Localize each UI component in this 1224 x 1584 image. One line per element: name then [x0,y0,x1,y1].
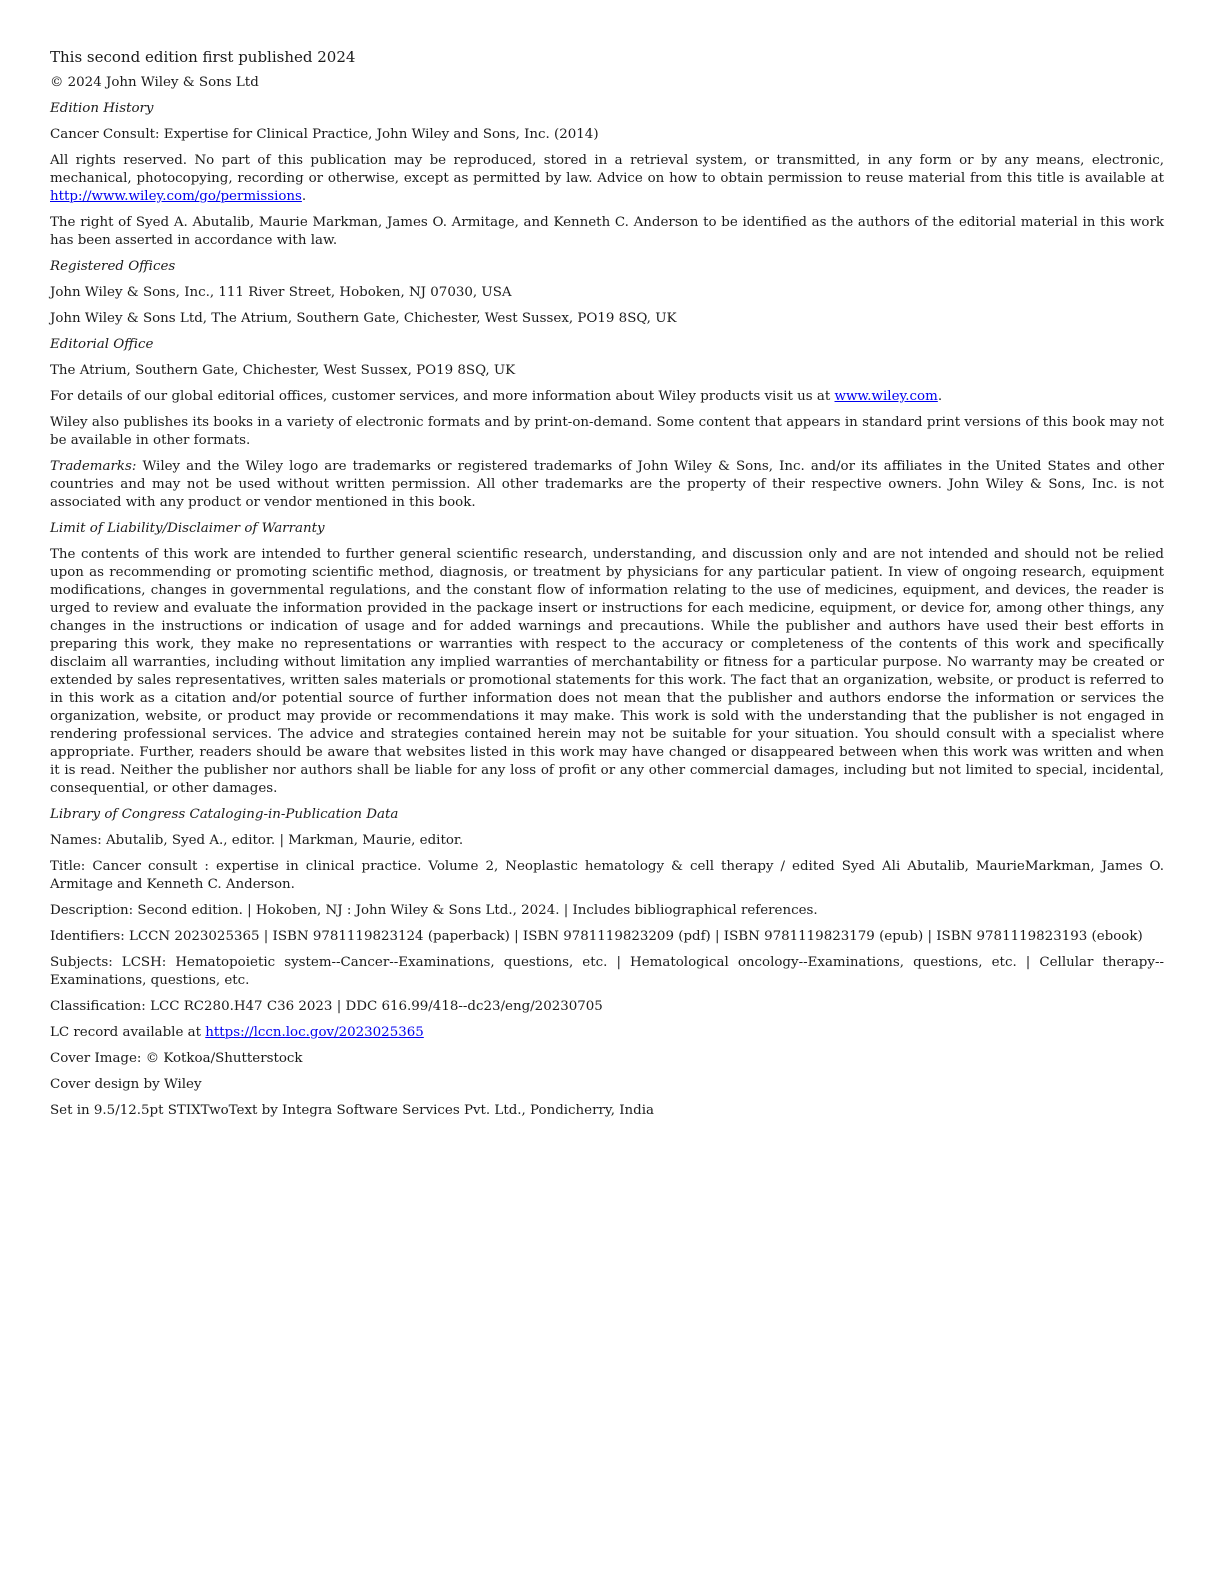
rights-text: All rights reserved. No part of this publication may be reproduced, stored in a retrieval system, or transmitted, in any form or by any means, electronic, mechanical, photocopying, recording or otherwise, except as permitted by law. Advice on how to obtain permission to reuse material from this title is available at [50,153,1164,186]
copyright-line: © 2024 John Wiley & Sons Ltd [50,75,259,90]
trademarks-text: Wiley and the Wiley logo are trademarks or registered trademarks of John Wiley & Sons, Inc. and/or its affiliates in the United States and other countries and may not be used without written permission. All other trademarks are the property of their respective owners. John Wiley & Sons, Inc. is not associated with any product or vendor mentioned in this book. [50,459,1164,510]
cip-subjects: Subjects: LCSH: Hematopoietic system--Cancer--Examinations, questions, etc. | Hematological oncology--Examinations, questions, etc. | Cellular therapy--Examinations, questions, etc. [50,955,1164,988]
lc-record-paragraph [50,1024,1164,1042]
cip-identifiers: Identifiers: LCCN 2023025365 | ISBN 9781119823124 (paperback) | ISBN 9781119823209 (pdf) | ISBN 9781119823179 (epub) | ISBN 9781119823193 (ebook) [50,929,1143,944]
registered-offices-heading: Registered Offices [50,259,176,274]
first-published-line: This second edition first published 2024 [50,48,356,66]
edition-history-text: Cancer Consult: Expertise for Clinical Practice, John Wiley and Sons, Inc. (2014) [50,127,599,142]
lc-record-text: LC record available at [50,1025,206,1040]
typeset-credit: Set in 9.5/12.5pt STIXTwoText by Integra Software Services Pvt. Ltd., Pondicherry, India [50,1103,654,1118]
cover-image-credit: Cover Image: © Kotkoa/Shutterstock [50,1051,303,1066]
trademarks-paragraph [50,458,1164,512]
global-offices-paragraph [50,388,1164,406]
registered-office-usa: John Wiley & Sons, Inc., 111 River Street, Hoboken, NJ 07030, USA [50,285,512,300]
registered-office-uk: John Wiley & Sons Ltd, The Atrium, Southern Gate, Chichester, West Sussex, PO19 8SQ, UK [50,311,677,326]
editorial-office-heading: Editorial Office [50,337,154,352]
cip-title: Title: Cancer consult : expertise in clinical practice. Volume 2, Neoplastic hematology & cell therapy / edited Syed Ali Abutalib, MaurieMarkman, James O. Armitage and Kenneth C. Anderson. [50,859,1164,892]
formats-paragraph: Wiley also publishes its books in a variety of electronic formats and by print-on-demand. Some content that appears in standard print versions of this book may not be available in other formats. [50,415,1164,448]
cip-classification: Classification: LCC RC280.H47 C36 2023 | DDC 616.99/418--dc23/eng/20230705 [50,999,603,1014]
rights-end: . [301,189,307,204]
authors-right-paragraph: The right of Syed A. Abutalib, Maurie Markman, James O. Armitage, and Kenneth C. Anderson to be identified as the authors of the editorial material in this work has been asserted in accordance with law. [50,215,1164,248]
lccn-link[interactable]: https://lccn.loc.gov/2023025365 [205,1025,424,1040]
copyright-page [50,48,1164,1128]
editorial-office-address: The Atrium, Southern Gate, Chichester, West Sussex, PO19 8SQ, UK [50,363,516,378]
wiley-link[interactable]: www.wiley.com [834,389,938,404]
liability-heading: Limit of Liability/Disclaimer of Warranty [50,521,325,536]
cip-description: Description: Second edition. | Hokoben, NJ : John Wiley & Sons Ltd., 2024. | Includes bibliographical references. [50,903,818,918]
cip-heading: Library of Congress Cataloging-in-Publication Data [50,807,399,822]
cover-design-credit: Cover design by Wiley [50,1077,202,1092]
edition-history-heading: Edition History [50,101,154,116]
permissions-link[interactable]: http://www.wiley.com/go/permissions [50,189,302,204]
global-offices-end: . [937,389,943,404]
liability-paragraph: The contents of this work are intended to further general scientific research, understanding, and discussion only and are not intended and should not be relied upon as recommending or promoting scientific method, diagnosis, or treatment by physicians for any particular patient. In view of ongoing research, equipment modifications, changes in governmental regulations, and the constant flow of information relating to the use of medicines, equipment, and devices, the reader is urged to review and evaluate the information provided in the package insert or instructions for each medicine, equipment, or device for, among other things, any changes in the instructions or indication of usage and for added warnings and precautions. While the publisher and authors have used their best efforts in preparing this work, they make no representations or warranties with respect to the accuracy or completeness of the contents of this work and specifically disclaim all warranties, including without limitation any implied warranties of merchantability or fitness for a particular purpose. No warranty may be created or extended by sales representatives, written sales materials or promotional statements for this work. The fact that an organization, website, or product is referred to in this work as a citation and/or potential source of further information does not mean that the publisher and authors endorse the information or services the organization, website, or product may provide or recommendations it may make. This work is sold with the understanding that the publisher is not engaged in rendering professional services. The advice and strategies contained herein may not be suitable for your situation. You should consult with a specialist where appropriate. Further, readers should be aware that websites listed in this work may have changed or disappeared between when this work was written and when it is read. Neither the publisher nor authors shall be liable for any loss of profit or any other commercial damages, including but not limited to special, incidental, consequential, or other damages. [50,547,1164,796]
rights-paragraph [50,152,1164,206]
global-offices-text: For details of our global editorial offices, customer services, and more information about Wiley products visit us at [50,389,835,404]
cip-names: Names: Abutalib, Syed A., editor. | Markman, Maurie, editor. [50,833,464,848]
trademarks-lead: Trademarks: [50,459,137,474]
